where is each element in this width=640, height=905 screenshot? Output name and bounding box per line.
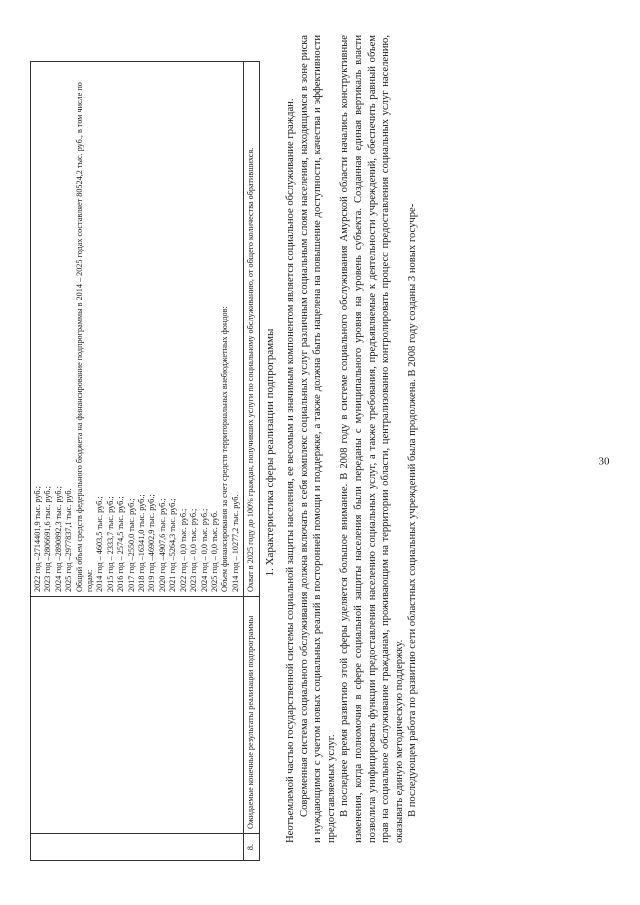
paragraph: В последнее время развитию этой сферы уделяется большое внимание. В 2008 году в системе социального обслуживания Амурской области начались конструктивные изменения, когда полномочия в сфере социальной защиты населения были переданы с муниципального уровня на уровень субъекта. Созданная единая вертикаль власти позволила унифицировать функции предоставления населению социальных услуг, а также требования, предъявляемые к деятельности учреждений, обеспечить равный объем прав на социальное обслуживание гражданам, проживающим на территории области, централизованно контролировать процесс предоставления социальных услуг населению, оказывать единую методическую поддержку.: [339, 35, 405, 843]
table-row: [31, 62, 244, 861]
financing-line: 2025 год – 0,0 тыс. руб.: [209, 510, 219, 592]
financing-line: 2022 год –2714401,9 тыс. руб.;: [33, 486, 42, 592]
results-cell: Охват в 2025 году до 100% граждан, получивших услуги по социальному обслуживанию, от общего количества обратившихся.: [244, 62, 259, 597]
financing-line: 2018 год –16341,0 тыс. руб.;: [137, 494, 147, 592]
row-number: [31, 834, 244, 861]
financing-line: 2014 год – 10277,2 тыс. руб.: [230, 494, 240, 592]
financing-cell: [31, 62, 244, 597]
paragraph: В последующем работа по развитию сети областных социальных учреждений была продолжена. В 2008 году созданы 3 новых госучре-: [407, 203, 419, 817]
body-text: [284, 35, 420, 843]
row-number: 8.: [244, 834, 259, 861]
financing-line: 2023 год –2806691,6 тыс. руб.;: [43, 486, 53, 592]
financing-line: Объем финансирования за счет средств территориальных внебюджетных фондов:: [220, 306, 230, 592]
financing-line: 2023 год – 0,0 тыс. руб.;: [189, 508, 199, 592]
subprogram-passport-table: [30, 61, 260, 861]
financing-line: 2020 год –4907,6 тыс. руб.;: [157, 498, 167, 592]
row-label: Ожидаемые конечные результаты реализации подпрограммы: [244, 597, 259, 834]
row-label: [31, 597, 244, 834]
financing-line: 2015 год – 2333,7 тыс. руб.;: [105, 496, 115, 592]
financing-line: 2024 год – 0,0 тыс. руб.;: [199, 508, 209, 592]
page-number: 30: [598, 455, 610, 468]
table-row: [244, 62, 259, 861]
financing-line: Общий объем средств федерального бюджета на финансирование подпрограммы в 2014 – 2025 годах составляет 80524,2 тыс. руб., в том числе по годам:: [74, 82, 95, 592]
financing-line: 2022 год – 0,0 тыс. руб.;: [178, 508, 188, 592]
financing-line: 2024 год –2890892,3 тыс. руб.;: [53, 486, 63, 592]
financing-line: 2014 год – 4603,5 тыс. руб.;: [95, 496, 105, 592]
financing-line: 2016 год – 2574,5 тыс. руб.;: [116, 496, 126, 592]
paragraph: Неотъемлемой частью государственной системы социальной защиты населения, ее весомым и значимым компонентом является социальное обслуживание граждан.: [285, 98, 296, 843]
financing-line: 2019 год –46902,9 тыс. руб.;: [147, 494, 157, 592]
paragraph: Современная система социального обслуживания должна включать в себя комплекс социальных услуг различным социальным слоям населения, находящимся в зоне риска и нуждающимся с учетом новых социальных реалий в посторонней помощи и поддержке, а также должна быть нацелена на повышение доступности, качества и эффективности предоставляемых услуг.: [298, 35, 337, 843]
section-title: 1. Характеристика сферы реализации подпрограммы: [264, 328, 276, 577]
financing-line: 2021 год –5264,3 тыс. руб.;: [168, 498, 178, 592]
financing-line: 2025 год –2977837,1 тыс. руб.: [64, 488, 74, 592]
financing-line: 2017 год –2550,0 тыс. руб.;: [126, 498, 136, 592]
